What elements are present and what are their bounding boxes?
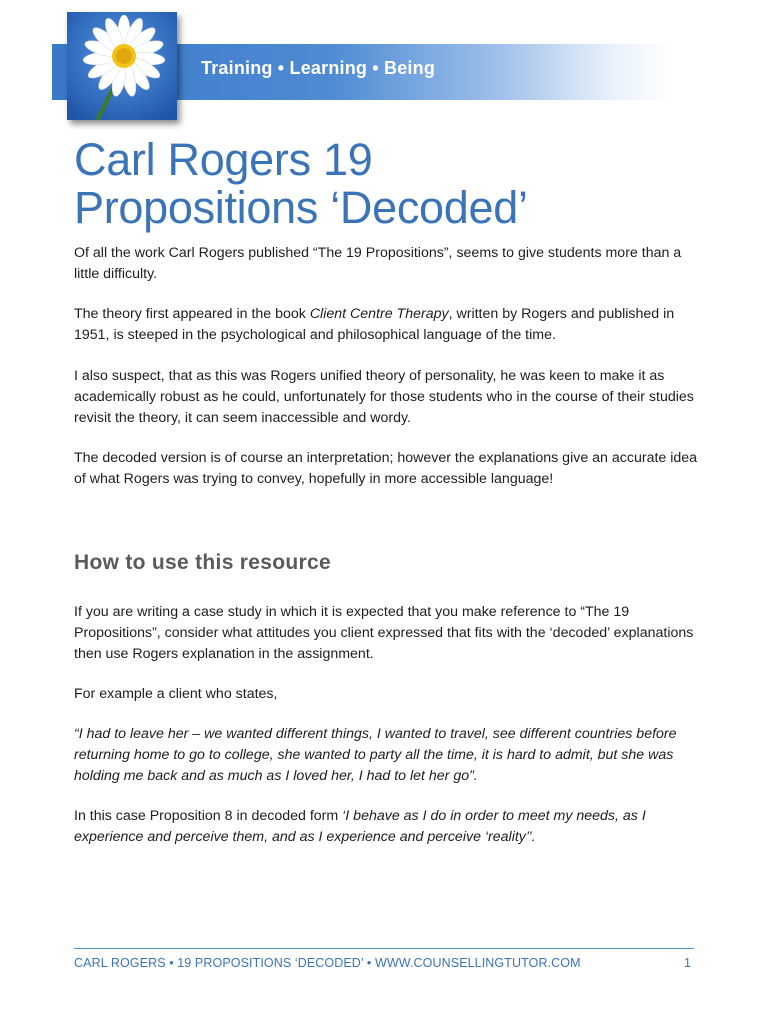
daisy-logo [67, 12, 177, 120]
section-paragraph-2: For example a client who states, [74, 686, 278, 702]
intro-paragraph-1: Of all the work Carl Rogers published “The 19 Propositions”, seems to give students more than a little difficulty. [74, 245, 682, 282]
section-paragraph-3 [74, 806, 700, 848]
footer-divider [74, 948, 694, 949]
footer-text: CARL ROGERS • 19 PROPOSITIONS ‘DECODED’ • WWW.COUNSELLINGTUTOR.COM [74, 956, 581, 970]
intro-paragraph-4: The decoded version is of course an interpretation; however the explanations give an accurate idea of what Rogers was trying to convey, hopefully in more accessible language! [74, 450, 698, 487]
client-quote: “I had to leave her – we wanted different things, I wanted to travel, see different countries before returning home to go to college, she wanted to party all the time, it is hard to admit, but she was holding me back and as much as I loved her, I had to let her go”. [74, 726, 677, 784]
page-number: 1 [684, 956, 691, 970]
intro-p2-after: , written by Rogers and published in 1951, is steeped in the psychological and philosophical language of the time. [74, 306, 675, 343]
proposition-intro: In this case Proposition 8 in decoded form [74, 808, 343, 824]
document-title [74, 136, 528, 232]
header-tagline: Training • Learning • Being [201, 58, 436, 78]
intro-paragraph-3: I also suspect, that as this was Rogers unified theory of personality, he was keen to make it as academically robust as he could, unfortunately for those students who in the course of their studies revisit the theory, it can seem inaccessible and wordy. [74, 368, 694, 426]
section-paragraph-1: If you are writing a case study in which it is expected that you make reference to “The 19 Propositions”, consider what attitudes you client expressed that fits with the ‘decoded’ explanations then use Rogers explanation in the assignment. [74, 604, 694, 662]
proposition-8-decoded: ‘I behave as I do in order to meet my needs, as I experience and perceive them, and as I experience and perceive ‘reality’’. [74, 808, 646, 845]
title-line-2: Propositions ‘Decoded’ [74, 182, 528, 233]
daisy-icon [67, 12, 177, 120]
title-line-1: Carl Rogers 19 [74, 134, 373, 185]
section-heading: How to use this resource [74, 551, 331, 574]
book-title: Client Centre Therapy [309, 306, 449, 322]
intro-p2-before: The theory first appeared in the book [74, 306, 310, 322]
intro-paragraph-2 [74, 304, 700, 346]
